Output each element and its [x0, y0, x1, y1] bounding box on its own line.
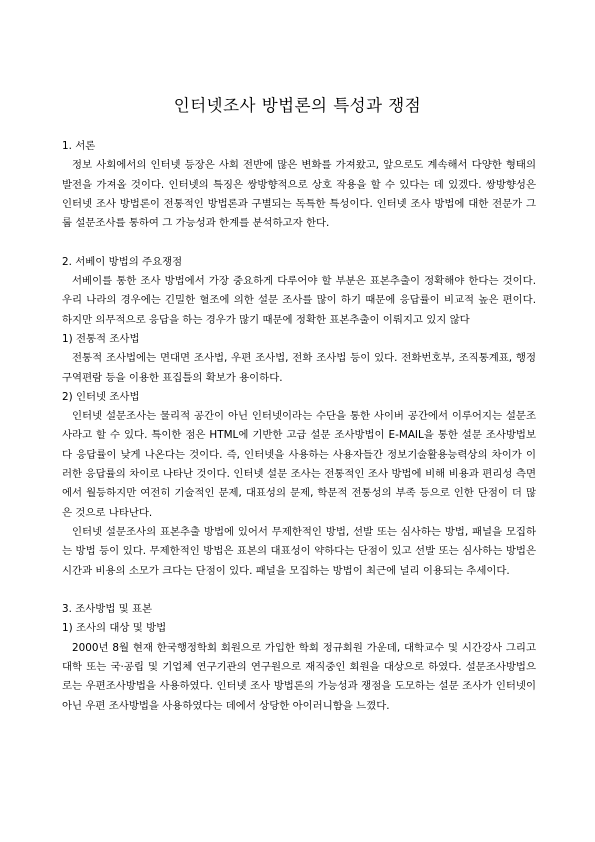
document-body [62, 137, 536, 716]
section-2-sub-2-paragraph-1: 인터넷 설문조사는 물리적 공간이 아닌 인터넷이라는 수단을 통한 사이버 공간에서 이루어지는 설문조사라고 할 수 있다. 특이한 점은 HTML에 기반한 고급 설문 조사방법이 E-MAIL을 통한 설문 조사방법보다 응답률이 낮게 나온다는 것이다. 즉, 인터넷을 사용하는 사용자들간 정보기술활용능력상의 차이가 이러한 응답률의 차이로 나타난 것이다. 인터넷 설문 조사는 전통적인 조사 방법에 비해 비용과 편리성 측면에서 월등하지만 여전히 기술적인 문제, 대표성의 문제, 학문적 전통성의 부족 등으로 인한 단점이 더 많은 것으로 나타난다. [62, 410, 536, 519]
section-2-sub-1-paragraph: 전통적 조사법에는 면대면 조사법, 우편 조사법, 전화 조사법 등이 있다. 전화번호부, 조직통계표, 행정구역편람 등을 이용한 표집틀의 확보가 용이하다. [62, 352, 536, 384]
section-3-heading: 3. 조사방법 및 표본 [62, 603, 153, 616]
section-2-subheading-1: 1) 전통적 조사법 [62, 332, 140, 345]
section-1-paragraph: 정보 사회에서의 인터넷 등장은 사회 전반에 많은 변화를 가져왔고, 앞으로도 계속해서 다양한 형태의 발전을 가져올 것이다. 인터넷의 특징은 쌍방향적으로 상호 작용을 할 수 있다는 데 있겠다. 쌍방향성은 인터넷 조사 방법론이 전통적인 방법론과 구별되는 독특한 특성이다. 인터넷 조사 방법에 대한 전문가 그룹 설문조사를 통하여 그 가능성과 한계를 분석하고자 한다. [62, 159, 536, 230]
section-2-sub-2-paragraph-2: 인터넷 설문조사의 표본추출 방법에 있어서 무제한적인 방법, 선발 또는 심사하는 방법, 패널을 모집하는 방법 등이 있다. 무제한적인 방법은 표본의 대표성이 약하다는 단점이 있고 선발 또는 심사하는 방법은 시간과 비용의 소모가 크다는 단점이 있다. 패널을 모집하는 방법이 최근에 널리 이용되는 추세이다. [62, 525, 536, 577]
section-gap [62, 233, 536, 252]
document-title: 인터넷조사 방법론의 특성과 쟁점 [173, 96, 422, 115]
section-2-paragraph: 서베이를 통한 조사 방법에서 가장 중요하게 다루어야 할 부분은 표본추출이 정확해야 한다는 것이다. 우리 나라의 경우에는 긴밀한 혈조에 의한 설문 조사를 많이 하기 때문에 응답률이 비교적 높은 편이다. 하지만 의무적으로 응답을 하는 경우가 많기 때문에 정확한 표본추출이 이뤄지고 있지 않다 [62, 275, 536, 326]
section-1-heading: 1. 서론 [62, 140, 96, 152]
section-3-sub-1-paragraph: 2000년 8월 현재 한국행정학회 회원으로 가입한 학회 정규회원 가운데, 대학교수 및 시간강사 그리고 대학 또는 국·공립 및 기업체 연구기관의 연구원으로 재직중인 회원을 대상으로 하였다. 설문조사방법으로는 우편조사방법을 사용하였다. 인터넷 조사 방법론의 가능성과 쟁점을 도모하는 설문 조사가 인터넷이 아닌 우편 조사방법을 사용하였다는 데에서 상당한 아이러니함을 느꼈다. [62, 641, 536, 712]
section-2-heading: 2. 서베이 방법의 주요쟁점 [62, 255, 183, 268]
section-gap [62, 581, 536, 600]
section-2-subheading-2: 2) 인터넷 조사법 [62, 390, 140, 403]
section-3-subheading-1: 1) 조사의 대상 및 방법 [62, 622, 167, 635]
